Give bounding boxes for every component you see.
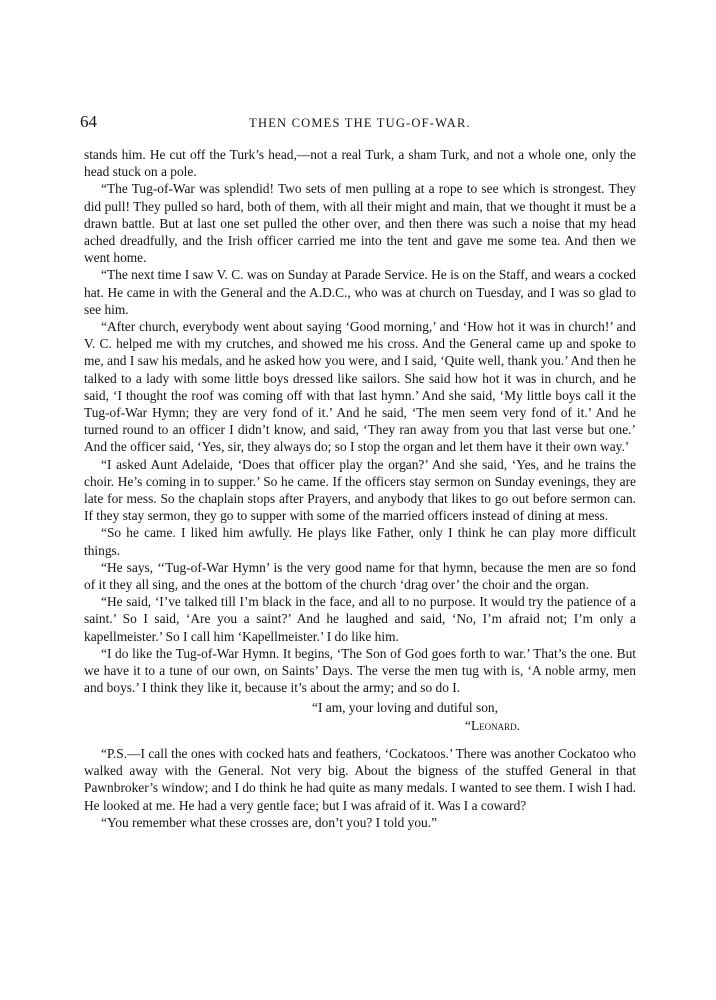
page-header [80, 112, 636, 138]
page-number: 64 [80, 112, 97, 131]
paragraph: “The next time I saw V. C. was on Sunday at Parade Service. He is on the Staff, and wears a cocked hat. He came in with the General and the A.D.C., who was at church on Tuesday, and I was so glad to see him. [84, 267, 636, 317]
paragraph: “I asked Aunt Adelaide, ‘Does that officer play the organ?’ And she said, ‘Yes, and he trains the choir. He’s coming in to supper.’ So he came. If the officers stay sermon on Sunday evenings, they are late for mess. So the chaplain stops after Prayers, and anybody that likes to go out before sermon can. If they stay sermon, they go to supper with some of the married officers instead of dining at mess. [84, 456, 636, 524]
paragraph: “He says, ‘‘Tug-of-War Hymn’ is the very good name for that hymn, because the men are so fond of it they all sing, and the ones at the bottom of the church ‘drag over’ the choir and the organ. [84, 559, 636, 593]
paragraph: “The Tug-of-War was splendid! Two sets of men pulling at a rope to see which is strongest. They did pull! They pulled so hard, both of them, with all their might and main, that we thought it must be a drawn battle. But at last one set pulled the other over, and then there was such a noise that my head ached dreadfully, and the Irish officer carried me into the tent and gave me some tea. And then we went home. [84, 181, 636, 266]
paragraph: stands him. He cut off the Turk’s head,—not a real Turk, a sham Turk, and not a whole one, only the head stuck on a pole. [84, 147, 636, 180]
letter-signoff: “I am, your loving and dutiful son, [312, 699, 498, 715]
letter-signature: “Leonard. [465, 717, 520, 733]
running-head: THEN COMES THE TUG-OF-WAR. [249, 116, 471, 130]
postscript-paragraph: “You remember what these crosses are, don’t you? I told you.” [101, 814, 438, 830]
paragraph: “He said, ‘I’ve talked till I’m black in the face, and all to no purpose. It would try the patience of a saint.’ So I said, ‘Are you a saint?’ And he laughed and said, ‘No, I’m afraid not; I’m only a kapellmeister.’ So I call him ‘Kapellmeister.’ I do like him. [84, 594, 636, 644]
paragraph: “So he came. I liked him awfully. He plays like Father, only I think he can play more difficult things. [84, 525, 636, 558]
paragraph: “I do like the Tug-of-War Hymn. It begins, ‘The Son of God goes forth to war.’ That’s the one. But we have it to a tune of our own, on Saints’ Days. The verse the men tug with is, ‘A noble army, men and boys.’ I think they like it, because it’s about the army; and so do I. [84, 645, 636, 696]
paragraph: “After church, everybody went about saying ‘Good morning,’ and ‘How hot it was in church!’ and V. C. helped me with my crutches, and showed me his cross. And the General came up and spoke to me, and I saw his medals, and he asked how you were, and I said, ‘Quite well, thank you.’ And then he talked to a lady with some little boys dressed like sailors. She said how hot it was in church, and he said, ‘I thought the roof was coming off with that last hymn.’ And she said, ‘My little boys call it the Tug-of-War Hymn; they are very fond of it.’ And he said, ‘The men seem very fond of it.’ And he turned round to an officer I didn’t know, and said, ‘They ran away from you that last verse but one.’ And the officer said, ‘Yes, sir, they always do; so I stop the organ and let them have it their own way.’ [84, 319, 636, 455]
body-text [84, 146, 636, 831]
postscript-paragraph: “P.S.—I call the ones with cocked hats and feathers, ‘Cockatoos.’ There was another Cockatoo who walked away with the General. Not very big. About the bigness of the stuffed General in that Pawnbroker’s window; and I do think he had quite as many medals. I wanted to see them. I wish I had. He looked at me. He had a very gentle face; but I was afraid of it. Was I a coward? [84, 745, 636, 813]
